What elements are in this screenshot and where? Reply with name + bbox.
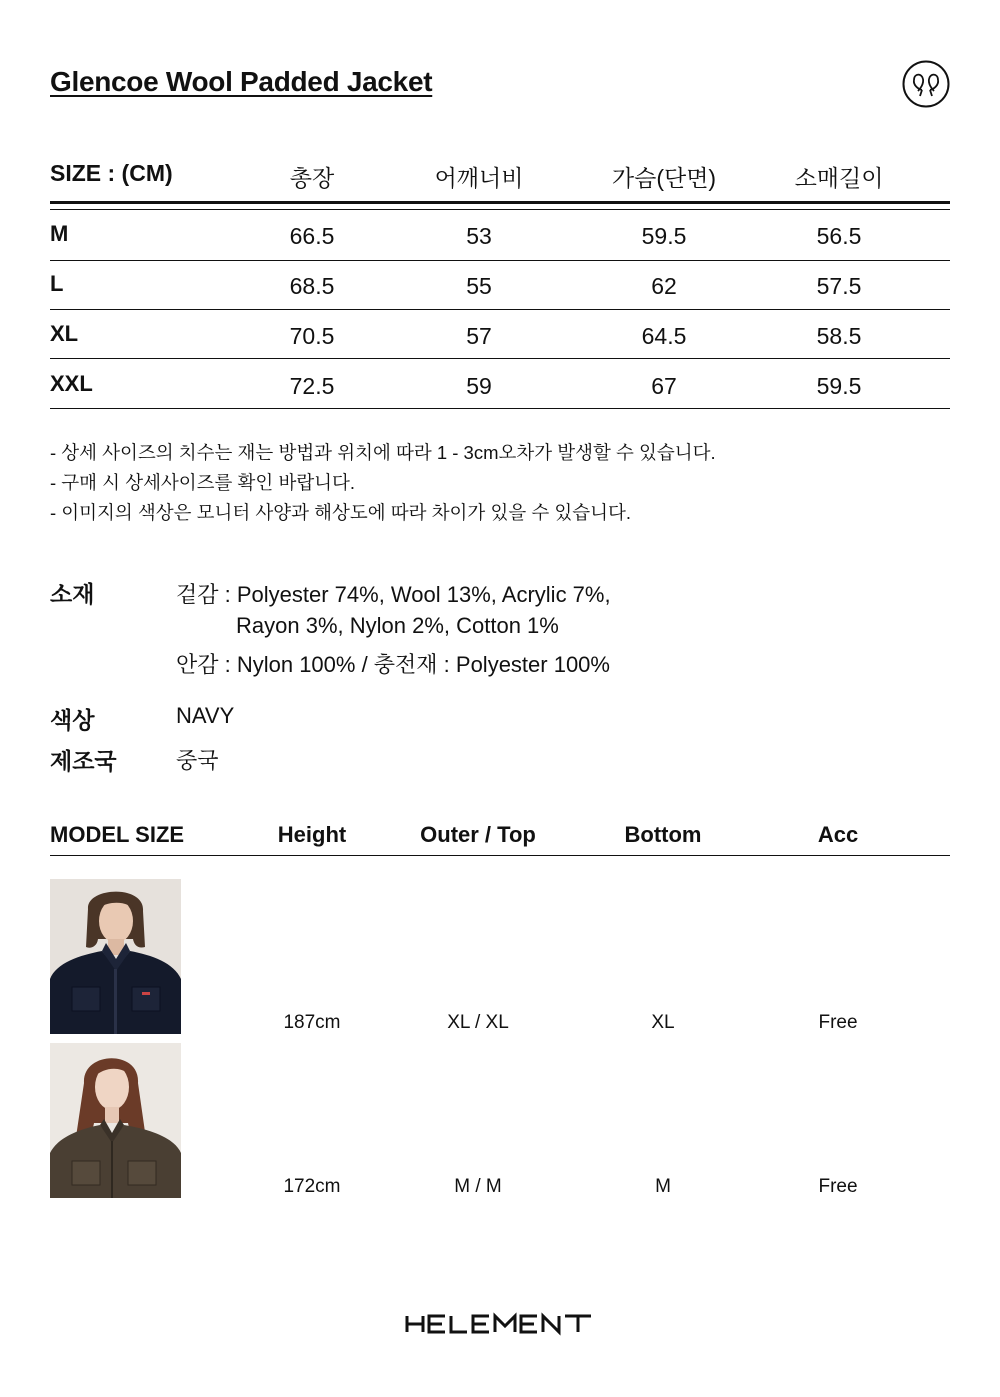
size-value: 59 [466,373,492,399]
male-model-navy-jacket-photo [50,879,181,1034]
size-value: 59.5 [816,373,862,399]
model-table-header-label: MODEL SIZE [50,822,185,847]
model-outer-top: XL / XL [447,1012,509,1033]
size-table-header-rule [50,201,950,204]
model-outer-top: M / M [454,1176,502,1197]
female-model-brown-jacket-photo [50,1043,181,1198]
size-value: 66.5 [289,223,335,249]
size-col-header-length: 총장 [289,165,335,191]
size-value: 67 [651,373,677,399]
model-acc: Free [818,1012,858,1033]
size-value: 57 [466,323,492,349]
size-row [50,361,950,411]
note-line: - 이미지의 색상은 모니터 사양과 해상도에 따라 차이가 있을 수 있습니다. [50,502,631,523]
origin-value: 중국 [176,748,219,773]
model-bottom: XL [651,1012,675,1033]
model-height: 172cm [283,1176,341,1197]
material-line: 겉감 : Polyester 74%, Wool 13%, Acrylic 7%, [176,582,611,607]
size-value: 55 [466,273,492,299]
model-col-header-height: Height [277,822,347,847]
size-table-header-label: SIZE : (CM) [50,160,173,186]
size-value: 53 [466,223,492,249]
origin-label: 제조국 [50,748,117,774]
model-col-header-acc: Acc [817,822,859,847]
size-notes [50,438,716,528]
material-line: Rayon 3%, Nylon 2%, Cotton 1% [236,613,559,638]
model-table-header-rule [50,855,950,856]
size-label: M [50,221,69,246]
model-height: 187cm [283,1012,341,1033]
row-divider [50,309,950,310]
size-row [50,261,950,311]
color-label: 색상 [50,707,95,733]
material-line: 안감 : Nylon 100% / 충전재 : Polyester 100% [176,652,610,677]
model-col-header-outer-top: Outer / Top [420,822,536,847]
product-title: Glencoe Wool Padded Jacket [50,66,433,97]
size-value: 56.5 [816,223,862,249]
note-line: - 상세 사이즈의 치수는 재는 방법과 위치에 따라 1 - 3cm오차가 발생할 수 있습니다. [50,442,716,463]
model-acc: Free [818,1176,858,1197]
size-value: 58.5 [816,323,862,349]
size-col-header-shoulder: 어깨너비 [434,165,524,191]
color-value: NAVY [176,703,235,728]
size-value: 70.5 [289,323,335,349]
helement-wordmark-logo [405,1312,595,1336]
row-divider [50,408,950,409]
size-col-header-sleeve: 소매길이 [794,165,884,191]
size-value: 68.5 [289,273,335,299]
note-line: - 구매 시 상세사이즈를 확인 바랍니다. [50,472,356,493]
model-bottom: M [655,1176,671,1197]
size-label: XL [50,321,79,346]
size-value: 59.5 [641,223,687,249]
row-divider [50,358,950,359]
size-label: L [50,271,64,296]
size-value: 64.5 [641,323,687,349]
size-col-header-chest: 가슴(단면) [611,165,717,191]
size-value: 57.5 [816,273,862,299]
size-row [50,311,950,361]
material-label: 소재 [50,581,95,607]
size-label: XXL [50,371,93,396]
model-col-header-bottom: Bottom [624,822,702,847]
size-table-header-rule-thin [50,209,950,210]
size-row [50,211,950,261]
double-loop-monogram-icon [902,60,950,108]
size-value: 72.5 [289,373,335,399]
size-value: 62 [651,273,677,299]
